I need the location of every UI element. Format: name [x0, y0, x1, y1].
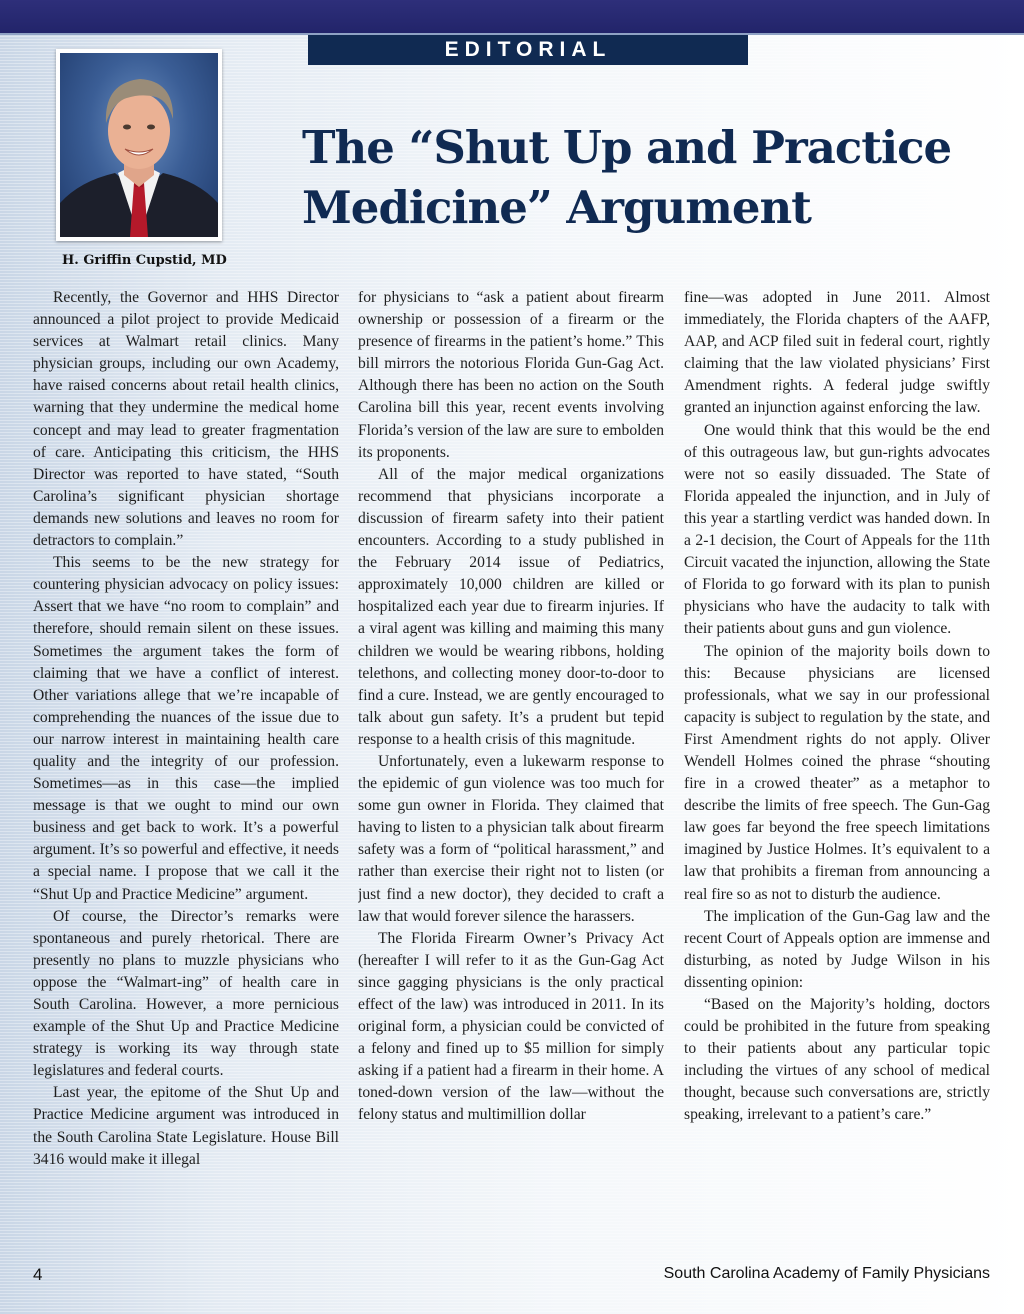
top-header-bar [0, 0, 1024, 33]
author-photo [56, 49, 222, 241]
paragraph: fine—was adopted in June 2011. Almost immediately, the Florida chapters of the AAFP, AAP, and ACP filed suit in federal court, rightly claiming that the law violated physicians’ First Amendment rights. A federal judge swiftly granted an injunction against enforcing the law. [684, 289, 990, 417]
paragraph: “Based on the Majority’s holding, doctors could be prohibited in the future from speaking to their patients about any particular topic including the virtues of any school of medical thought, because such conversations are, strictly speaking, irrelevant to a patient’s care.” [684, 996, 990, 1124]
author-byline: H. Griffin Cupstid, MD [62, 253, 227, 268]
paragraph: Of course, the Director’s remarks were spontaneous and purely rhetorical. There are presently no plans to muzzle physicians who oppose the “Walmart-ing” of health care in South Carolina. However, a more pernicious example of the Shut Up and Practice Medicine strategy is working its way through state legislatures and federal courts. [33, 907, 339, 1080]
author-portrait-image [60, 53, 218, 237]
paragraph: The Florida Firearm Owner’s Privacy Act (hereafter I will refer to it as the Gun-Gag Act since gagging physicians is the only practical effect of the law) was introduced in 2011. In its original form, a physician could be convicted of a felony and fined up to $5 million for simply asking if a patient had a firearm in their home. A toned-down version of the law—without the felony status and multimillion dollar [358, 929, 664, 1124]
paragraph: Recently, the Governor and HHS Director announced a pilot project to provide Medicaid services at Walmart retail clinics. Many physician groups, including our own Academy, have raised concerns about retail health clinics, warning that they undermine the medical home concept and may lead to greater fragmentation of care. Anticipating this criticism, the HHS Director was reported to have stated, “South Carolina’s significant physician shortage demands new solutions and leaves no room for detractors to complain.” [33, 289, 339, 550]
paragraph: Unfortunately, even a lukewarm response to the epidemic of gun violence was too much for some gun owner in Florida. They claimed that having to listen to a physician talk about firearm safety was a form of “political harassment,” and rather than exercise their right not to listen (or just find a new doctor), they decided to craft a law that would forever silence the harassers. [358, 752, 664, 925]
text-column-3 [684, 287, 990, 1262]
publication-name: South Carolina Academy of Family Physicians [663, 1265, 990, 1282]
paragraph: Last year, the epitome of the Shut Up and Practice Medicine argument was introduced in the South Carolina State Legislature. House Bill 3416 would make it illegal [33, 1084, 339, 1168]
title-line-1: The “Shut Up and Practice [302, 121, 952, 174]
paragraph: This seems to be the new strategy for countering physician advocacy on policy issues: Assert that we have “no room to complain” and therefore, should remain silent on these issues. Sometimes the argument takes the form of claiming that we have a conflict of interest. Other variations allege that we’re incapable of comprehending the nuances of the issue due to our narrow interest in maintaining health care quality and the integrity of our profession. Sometimes—as in this case—the implied message is that we ought to mind our own business and get back to work. It’s a powerful argument. It’s so powerful and effective, it needs a special name. I propose that we call it the “Shut Up and Practice Medicine” argument. [33, 554, 339, 903]
text-column-2 [358, 287, 664, 1262]
page-number: 4 [33, 1265, 43, 1284]
title-line-2: Medicine” Argument [302, 181, 811, 234]
paragraph: The implication of the Gun-Gag law and the recent Court of Appeals option are immense and disturbing, as noted by Judge Wilson in his dissenting opinion: [684, 907, 990, 991]
section-banner: EDITORIAL [308, 35, 748, 65]
article-title [302, 118, 1002, 238]
paragraph: for physicians to “ask a patient about firearm ownership or possession of a firearm or the presence of firearms in the patient’s home.” This bill mirrors the notorious Florida Gun-Gag Act. Although there has been no action on the South Carolina bill this year, recent events involving Florida’s version of the law are sure to embolden its proponents. [358, 289, 664, 461]
paragraph: One would think that this would be the end of this outrageous law, but gun-rights advocates were not so easily dissuaded. The State of Florida appealed the injunction, and in July of this year a startling verdict was handed down. In a 2-1 decision, the Court of Appeals for the 11th Circuit vacated the injunction, allowing the State of Florida to go forward with its plan to punish physicians who have the audacity to talk with their patients about guns and gun violence. [684, 421, 990, 638]
text-column-1 [33, 287, 339, 1262]
paragraph: All of the major medical organizations recommend that physicians incorporate a discussion of firearm safety into their patient encounters. According to a study published in the February 2014 issue of Pediatrics, approximately 10,000 children are killed or hospitalized each year due to firearm injuries. If a viral agent was killing and maiming this many children we would be wearing ribbons, holding telethons, and collecting money door-to-door to find a cure. Instead, we are gently encouraged to talk about gun safety. It’s a prudent but tepid response to a health crisis of this magnitude. [358, 465, 664, 748]
paragraph: The opinion of the majority boils down to this: Because physicians are licensed professionals, what we say in our professional capacity is subject to regulation by the state, and First Amendment rights do not apply. Oliver Wendell Holmes coined the phrase “shouting fire in a crowed theater” as a metaphor to describe the limits of free speech. The Gun-Gag law goes far beyond the free speech limitations imagined by Justice Holmes. It’s equivalent to a law that prohibits a fireman from announcing a real fire so as not to disturb the audience. [684, 642, 990, 903]
